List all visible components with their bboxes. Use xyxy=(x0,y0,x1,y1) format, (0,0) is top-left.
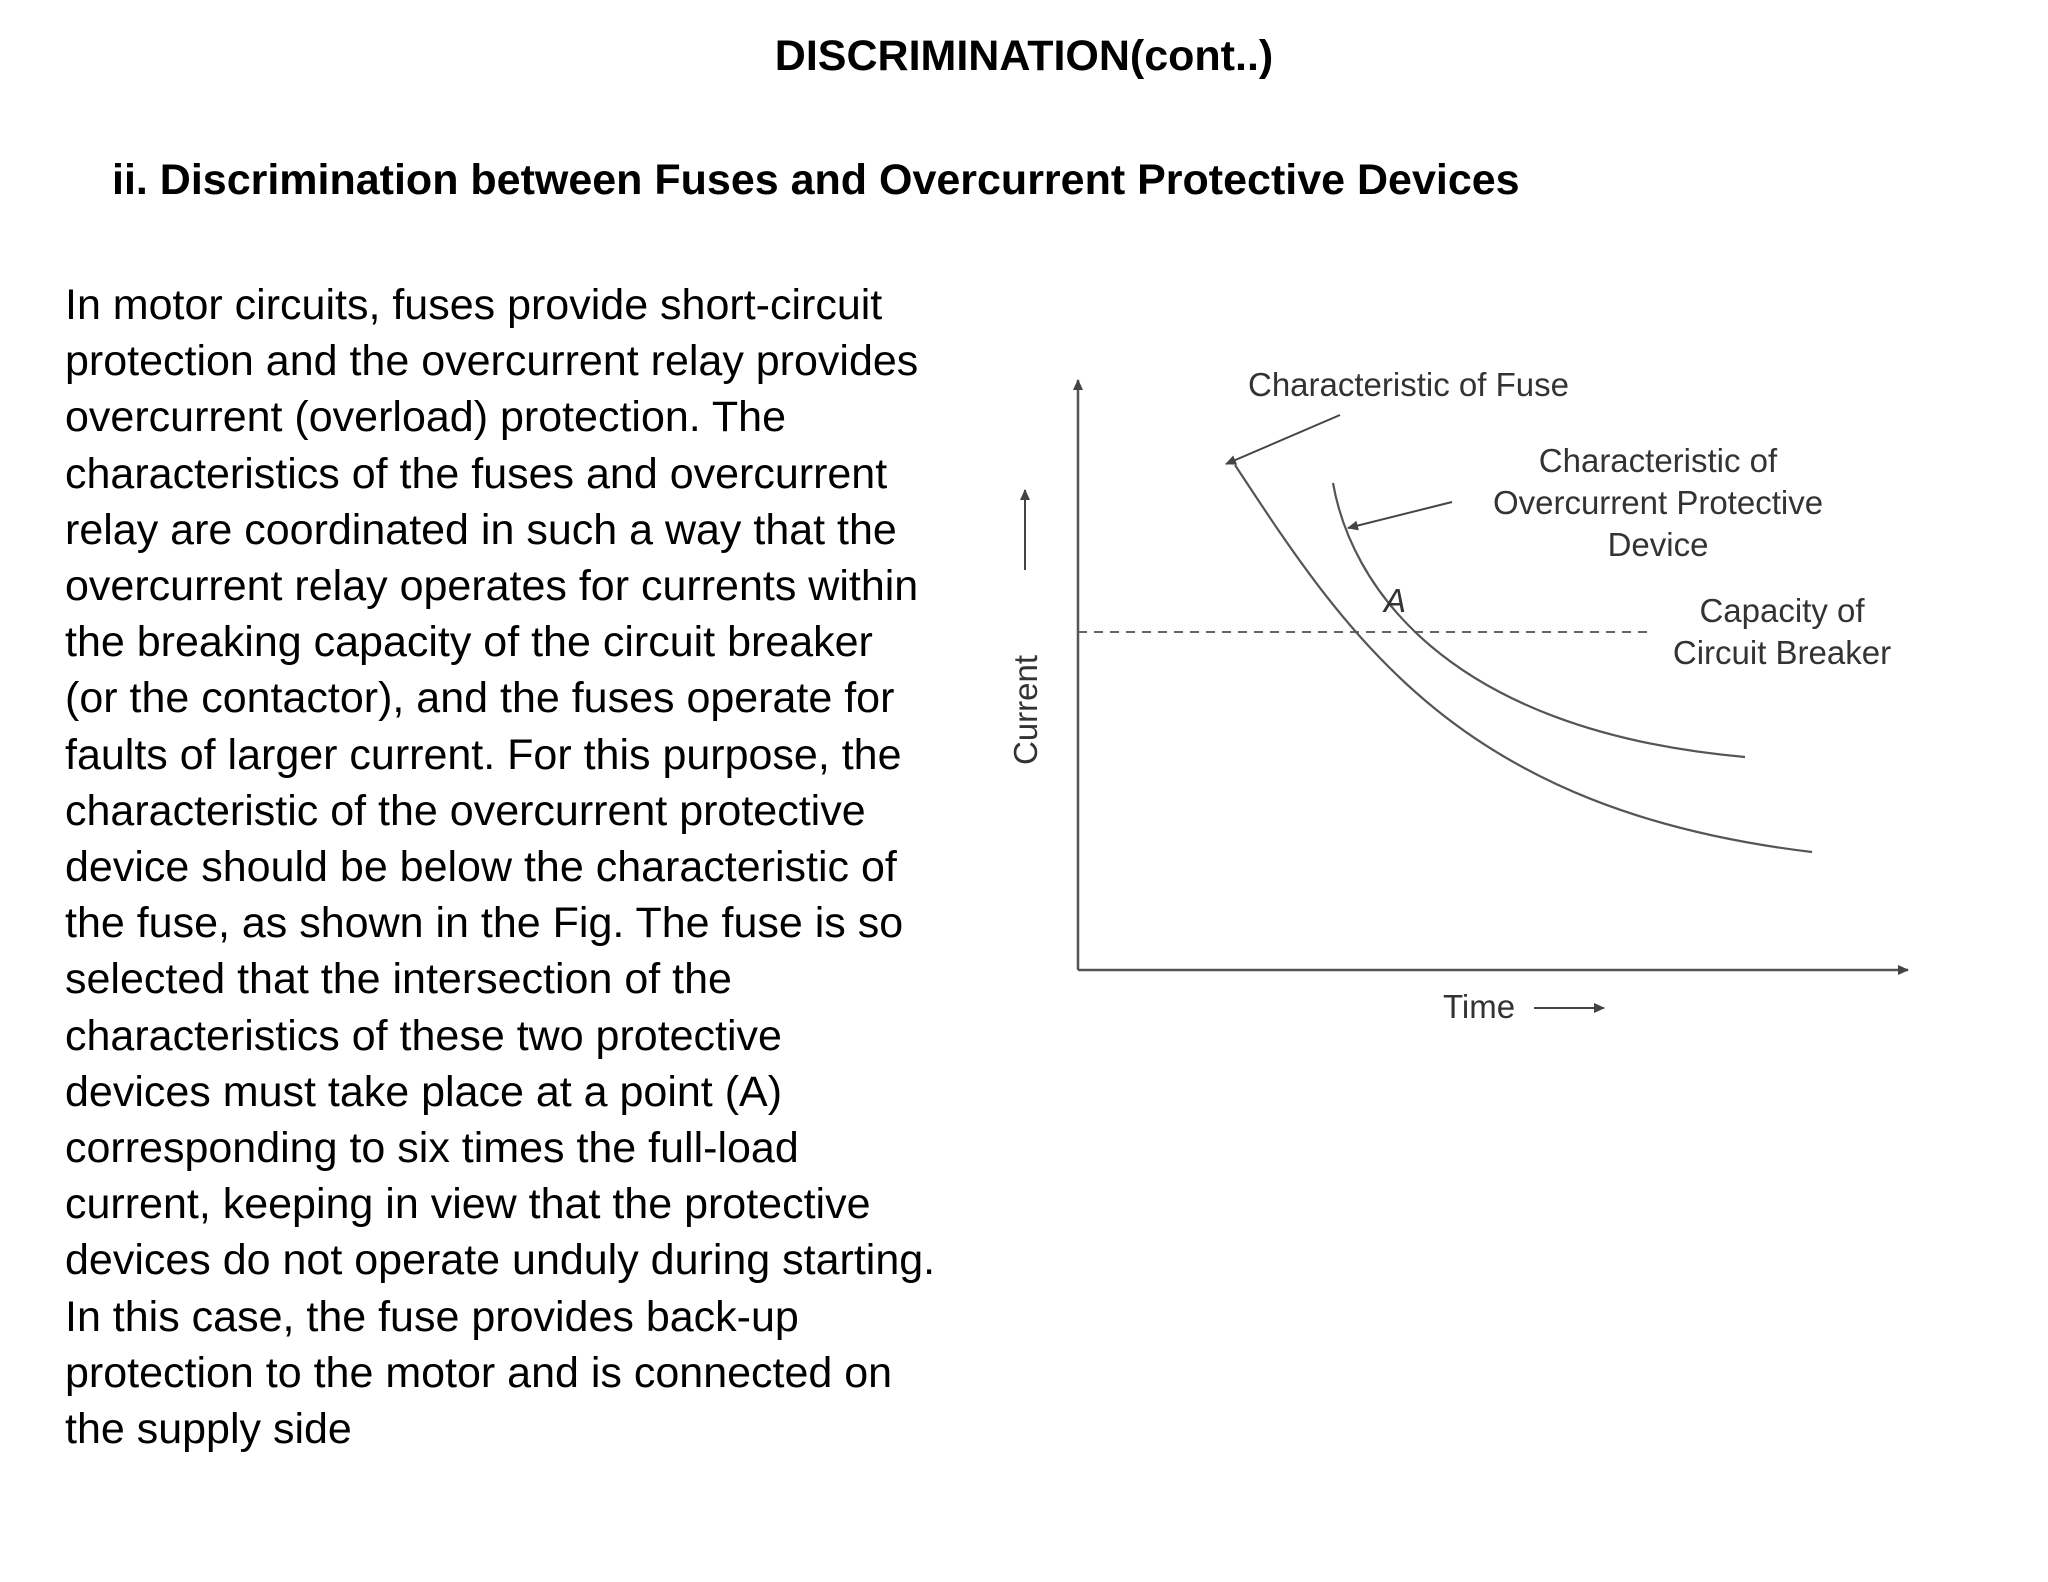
body-line: overcurrent (overload) protection. The xyxy=(65,393,787,442)
fuse-characteristic-label: Characteristic of Fuse xyxy=(1248,366,1569,403)
body-paragraph xyxy=(65,277,1025,1457)
body-line: selected that the intersection of the xyxy=(65,955,732,1004)
body-line: (or the contactor), and the fuses operate for xyxy=(65,674,895,723)
body-line: the fuse, as shown in the Fig. The fuse is so xyxy=(65,899,904,948)
body-line: the breaking capacity of the circuit breaker xyxy=(65,618,873,667)
slide-title: DISCRIMINATION(cont..) xyxy=(774,32,1274,80)
body-line: In motor circuits, fuses provide short-circuit xyxy=(65,281,883,329)
intersection-point-label: A xyxy=(1384,582,1407,619)
body-line: devices must take place at a point (A) xyxy=(65,1067,783,1116)
body-line: characteristic of the overcurrent protective xyxy=(65,786,866,835)
body-line: current, keeping in view that the protective xyxy=(65,1180,871,1229)
capacity-label-line-2: Circuit Breaker xyxy=(1672,634,1892,671)
slide-subtitle: ii. Discrimination between Fuses and Overcurrent Protective Devices xyxy=(112,156,1520,204)
body-line: devices do not operate unduly during starting. xyxy=(65,1236,936,1285)
ocpd-label-line-1: Characteristic of xyxy=(1538,442,1778,479)
body-line: characteristics of these two protective xyxy=(65,1011,782,1060)
body-line: device should be below the characteristic of xyxy=(65,843,897,892)
ocpd-leader-arrow xyxy=(1348,502,1452,528)
body-line: corresponding to six times the full-load xyxy=(65,1124,799,1173)
body-line: In this case, the fuse provides back-up xyxy=(65,1292,799,1341)
body-line: protection to the motor and is connected on xyxy=(65,1348,893,1397)
ocpd-label-line-2: Overcurrent Protective xyxy=(1492,484,1824,521)
ocpd-label-line-3: Device xyxy=(1607,526,1709,563)
capacity-label-line-1: Capacity of xyxy=(1699,592,1865,629)
body-line: relay are coordinated in such a way that the xyxy=(65,505,897,554)
body-line: the supply side xyxy=(65,1405,352,1454)
fuse-leader-arrow xyxy=(1226,415,1340,464)
y-axis-label: Current xyxy=(1007,654,1044,766)
body-line: overcurrent relay operates for currents within xyxy=(65,562,919,611)
discrimination-diagram xyxy=(990,340,1930,1040)
x-axis-label: Time xyxy=(1442,988,1516,1025)
body-line: protection and the overcurrent relay provides xyxy=(65,337,919,386)
body-line: characteristics of the fuses and overcurrent xyxy=(65,449,888,498)
body-line: faults of larger current. For this purpose, the xyxy=(65,730,902,779)
diagram-canvas xyxy=(990,340,1930,1040)
ocpd-characteristic-curve xyxy=(1333,483,1745,757)
